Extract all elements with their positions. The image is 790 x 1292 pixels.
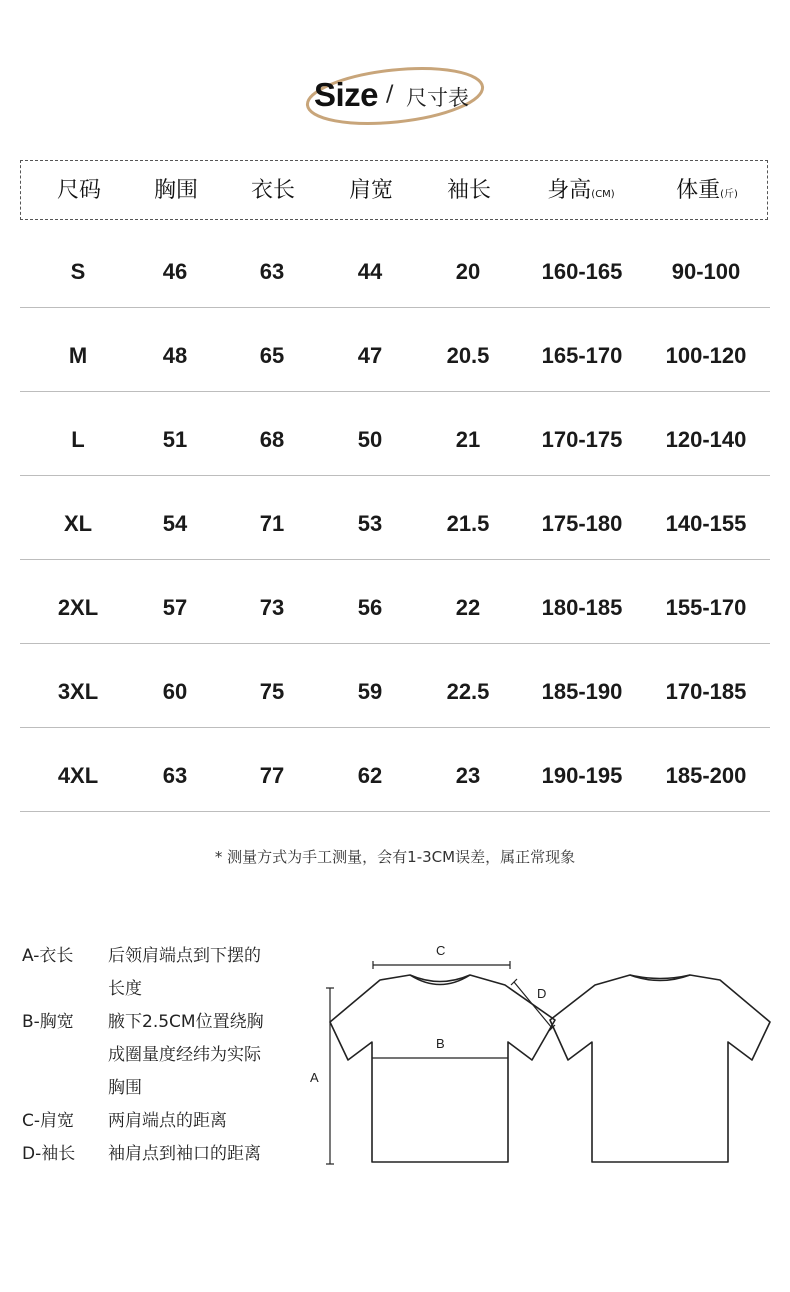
diagram-label-d: D xyxy=(537,986,547,1001)
cell-length: 71 xyxy=(259,511,285,536)
cell-weight: 170-185 xyxy=(665,679,747,704)
row-divider xyxy=(20,559,770,560)
title-size-text: Size xyxy=(314,76,379,113)
table-row xyxy=(20,404,770,488)
cell-size: M xyxy=(68,343,88,368)
legend-b-cont2: 胸围 xyxy=(108,1078,142,1098)
cell-size: 3XL xyxy=(57,679,99,704)
cell-length: 75 xyxy=(259,679,285,704)
cell-length: 63 xyxy=(259,259,285,284)
legend-d: D-袖长 袖肩点到袖口的距离 xyxy=(22,1144,261,1164)
cell-weight: 140-155 xyxy=(665,511,747,536)
table-row xyxy=(20,740,770,824)
header-length: 衣长 xyxy=(250,178,295,203)
row-divider xyxy=(20,307,770,308)
legend-a-cont: 长度 xyxy=(108,979,142,999)
cell-chest: 54 xyxy=(162,511,188,536)
diagram-label-a: A xyxy=(310,1070,319,1085)
cell-sleeve: 20.5 xyxy=(446,343,490,368)
cell-sleeve: 22.5 xyxy=(446,679,490,704)
legend-c: C-肩宽 两肩端点的距离 xyxy=(22,1111,227,1131)
legend-b: B-胸宽 腋下2.5CM位置绕胸 xyxy=(22,1012,264,1032)
cell-weight: 155-170 xyxy=(665,595,747,620)
legend-a: A-衣长 后领肩端点到下摆的 xyxy=(22,946,261,966)
row-divider xyxy=(20,475,770,476)
row-divider xyxy=(20,391,770,392)
cell-shoulder: 62 xyxy=(357,763,383,788)
cell-length: 77 xyxy=(259,763,285,788)
cell-weight: 120-140 xyxy=(665,427,747,452)
cell-length: 68 xyxy=(259,427,285,452)
size-table-header xyxy=(20,160,768,220)
cell-weight: 185-200 xyxy=(665,763,747,788)
cell-height: 160-165 xyxy=(541,259,623,284)
header-chest: 胸围 xyxy=(153,178,198,203)
cell-sleeve: 21 xyxy=(455,427,481,452)
table-row xyxy=(20,572,770,656)
row-divider xyxy=(20,727,770,728)
cell-shoulder: 50 xyxy=(357,427,383,452)
cell-chest: 63 xyxy=(162,763,188,788)
diagram-label-b: B xyxy=(436,1036,445,1051)
header-size: 尺码 xyxy=(56,178,101,203)
cell-shoulder: 56 xyxy=(357,595,383,620)
cell-height: 170-175 xyxy=(541,427,623,452)
measurement-note: * 测量方式为手工测量，会有1-3CM误差，属正常现象 xyxy=(214,848,576,866)
cell-shoulder: 47 xyxy=(357,343,383,368)
cell-chest: 57 xyxy=(162,595,188,620)
title-block xyxy=(0,62,790,132)
cell-height: 190-195 xyxy=(541,763,623,788)
table-row xyxy=(20,656,770,740)
title-cn: 尺寸表 xyxy=(406,86,469,110)
cell-chest: 48 xyxy=(162,343,188,368)
cell-shoulder: 59 xyxy=(357,679,383,704)
row-divider xyxy=(20,643,770,644)
title-slash: / xyxy=(386,82,394,107)
row-divider xyxy=(20,811,770,812)
cell-sleeve: 21.5 xyxy=(446,511,490,536)
cell-weight: 100-120 xyxy=(665,343,747,368)
cell-length: 65 xyxy=(259,343,285,368)
cell-shoulder: 53 xyxy=(357,511,383,536)
legend-b-cont1: 成圈量度经纬为实际 xyxy=(108,1045,261,1065)
cell-sleeve: 23 xyxy=(455,763,481,788)
cell-chest: 51 xyxy=(162,427,188,452)
cell-size: S xyxy=(70,259,86,284)
header-height: 身高(CM) xyxy=(547,178,615,203)
cell-height: 175-180 xyxy=(541,511,623,536)
cell-size: 2XL xyxy=(57,595,99,620)
cell-sleeve: 20 xyxy=(455,259,481,284)
cell-size: L xyxy=(71,427,85,452)
cell-size: 4XL xyxy=(57,763,99,788)
tshirt-measurement-diagram xyxy=(300,930,780,1180)
table-row xyxy=(20,488,770,572)
cell-weight: 90-100 xyxy=(671,259,741,284)
cell-chest: 46 xyxy=(162,259,188,284)
diagram-label-c: C xyxy=(436,943,446,958)
cell-sleeve: 22 xyxy=(455,595,481,620)
table-row xyxy=(20,236,770,320)
cell-height: 180-185 xyxy=(541,595,623,620)
cell-height: 185-190 xyxy=(541,679,623,704)
cell-size: XL xyxy=(63,511,93,536)
cell-shoulder: 44 xyxy=(357,259,383,284)
cell-chest: 60 xyxy=(162,679,188,704)
cell-length: 73 xyxy=(259,595,285,620)
header-weight: 体重(斤) xyxy=(676,178,738,203)
cell-height: 165-170 xyxy=(541,343,623,368)
header-sleeve: 袖长 xyxy=(446,178,491,203)
table-row xyxy=(20,320,770,404)
header-shoulder: 肩宽 xyxy=(348,178,393,203)
